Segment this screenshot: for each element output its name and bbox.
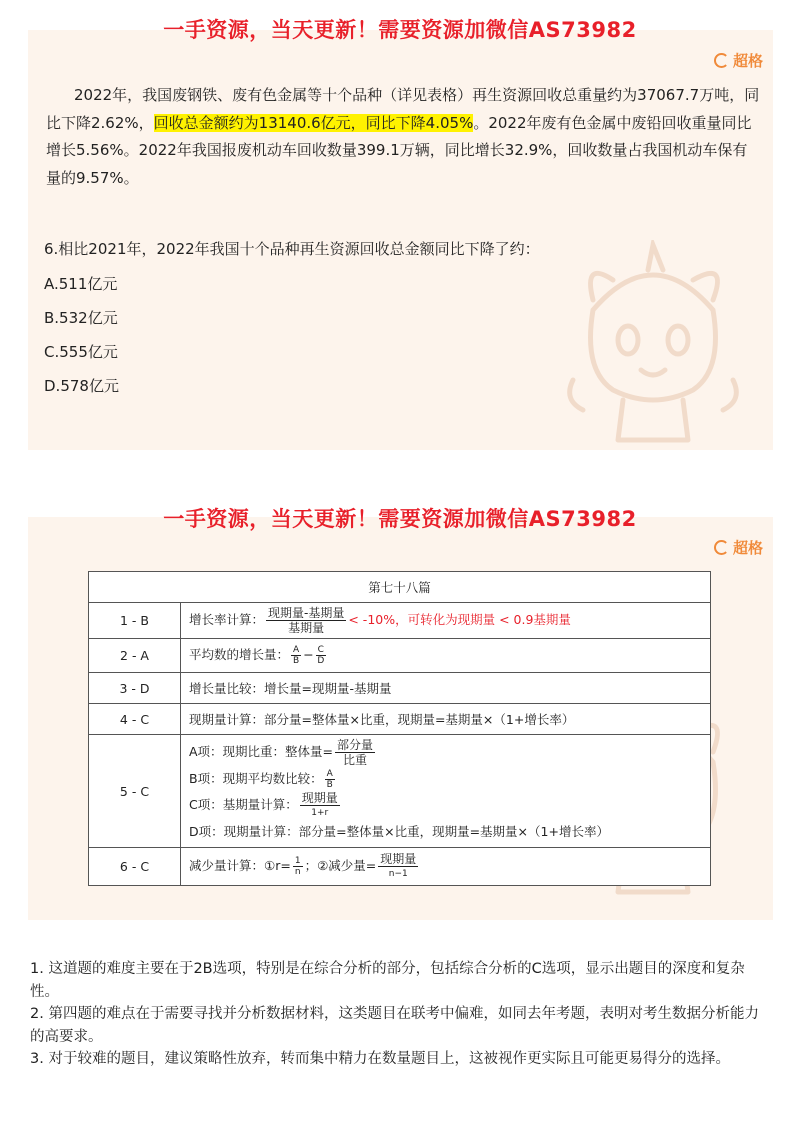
notes — [30, 958, 765, 1071]
ad-banner-top: 一手资源，当天更新！需要资源加微信AS73982 — [163, 18, 637, 42]
minus-sign: − — [303, 647, 314, 662]
option-c[interactable]: C.555亿元 — [44, 343, 118, 361]
fraction — [293, 856, 303, 877]
fraction-numerator: 现期量 — [380, 852, 417, 866]
passage — [46, 82, 761, 192]
fraction — [300, 791, 340, 820]
explanation-prefix: 平均数的增长量： — [189, 647, 290, 662]
explanation-prefix: B项：现期平均数比较： — [189, 771, 323, 786]
passage-part1: 2022年，我国废钢铁、废有色金属等十个品种（详见表格）再生资源回收总重量约为37067.7万吨，同比下降2.62%， — [46, 86, 760, 132]
answer-table — [88, 571, 711, 886]
fraction-denominator: 比重 — [343, 753, 368, 767]
answer-key: 2 - A — [89, 639, 181, 673]
answer-explanation: 增长量比较：增长量=现期量-基期量 — [181, 673, 711, 704]
fraction — [266, 606, 346, 635]
note-item: 3. 对于较难的题目，建议策略性放弃，转而集中精力在数量题目上，这被视作更实际且可能更易得分的选择。 — [30, 1051, 730, 1067]
answer-explanation — [181, 639, 711, 673]
table-row — [89, 848, 711, 886]
fraction-numerator: A — [326, 769, 333, 779]
fraction-denominator: 1+r — [311, 808, 329, 818]
fraction-numerator: 1 — [294, 856, 301, 866]
answer-explanation: 现期量计算：部分量=整体量×比重，现期量=基期量×（1+增长率） — [181, 704, 711, 735]
table-title: 第七十八篇 — [89, 572, 711, 603]
fraction-denominator: 基期量 — [288, 621, 325, 635]
fraction-denominator: B — [293, 656, 300, 666]
explanation-prefix: 增长率计算： — [189, 612, 265, 627]
answer-key: 5 - C — [89, 735, 181, 848]
table-row — [89, 673, 711, 704]
answer-explanation — [181, 603, 711, 639]
ad-banner-bottom: 一手资源，当天更新！需要资源加微信AS73982 — [163, 507, 637, 531]
answer-key: 1 - B — [89, 603, 181, 639]
note-item: 2. 第四题的难点在于需要寻找并分析数据材料，这类题目在联考中偏难，如同去年考题，表明对考生数据分析能力的高要求。 — [30, 1006, 759, 1045]
table-row — [89, 639, 711, 673]
brand-logo — [714, 537, 763, 558]
explanation-prefix: C项：基期量计算： — [189, 797, 298, 812]
answer-key: 4 - C — [89, 704, 181, 735]
fraction — [325, 769, 335, 790]
logo-text: 超格 — [732, 539, 763, 557]
logo-icon — [714, 540, 729, 555]
fraction-numerator: 现期量-基期量 — [268, 606, 345, 620]
explanation-suffix: < -10%，可转化为现期量 < 0.9基期量 — [348, 612, 571, 627]
logo-text: 超格 — [732, 52, 763, 70]
brand-logo — [714, 50, 763, 71]
explanation-line — [189, 791, 702, 820]
explanation-prefix: A项：现期比重：整体量= — [189, 744, 334, 759]
fraction-numerator: 部分量 — [337, 738, 374, 752]
fraction-numerator: A — [293, 645, 300, 655]
table-row — [89, 603, 711, 639]
fraction — [291, 645, 301, 666]
fraction-denominator: n−1 — [388, 869, 408, 879]
answer-explanation — [181, 848, 711, 886]
answer-card — [28, 517, 773, 920]
fraction-denominator: B — [326, 780, 333, 790]
fraction-numerator: 现期量 — [301, 791, 338, 805]
explanation-prefix: 减少量计算：①r= — [189, 858, 291, 873]
explanation-mid: ；②减少量= — [304, 858, 377, 873]
answer-key: 6 - C — [89, 848, 181, 886]
passage-highlight: 回收总金额约为13140.6亿元，同比下降4.05% — [153, 113, 474, 132]
option-d[interactable]: D.578亿元 — [44, 377, 119, 395]
explanation-line: D项：现期量计算：部分量=整体量×比重，现期量=基期量×（1+增长率） — [189, 824, 609, 839]
question-stem: 6.相比2021年，2022年我国十个品种再生资源回收总金额同比下降了约： — [44, 240, 540, 258]
fraction — [335, 738, 375, 767]
option-a[interactable]: A.511亿元 — [44, 275, 118, 293]
note-item: 1. 这道题的难度主要在于2B选项，特别是在综合分析的部分，包括综合分析的C选项，显示出题目的深度和复杂性。 — [30, 961, 745, 1000]
passage-part2: 。2022年废有色金属中废铅回收重量同比增长5.56%。2022年我国报废机动车回收数量399.1万辆，同比增长32.9%，回收数量占我国机动车保有量的9.57%。 — [46, 113, 752, 187]
fraction-numerator: C — [317, 645, 324, 655]
answer-explanation — [181, 735, 711, 848]
explanation-line — [189, 738, 702, 767]
table-row — [89, 704, 711, 735]
logo-icon — [714, 53, 729, 68]
mascot-watermark-icon — [553, 240, 753, 450]
answer-key: 3 - D — [89, 673, 181, 704]
fraction-denominator: n — [294, 867, 301, 877]
table-row — [89, 735, 711, 848]
fraction-denominator: D — [317, 656, 325, 666]
question-card — [28, 30, 773, 450]
option-b[interactable]: B.532亿元 — [44, 309, 118, 327]
fraction — [378, 852, 418, 881]
fraction — [316, 645, 326, 666]
explanation-line — [189, 767, 702, 791]
